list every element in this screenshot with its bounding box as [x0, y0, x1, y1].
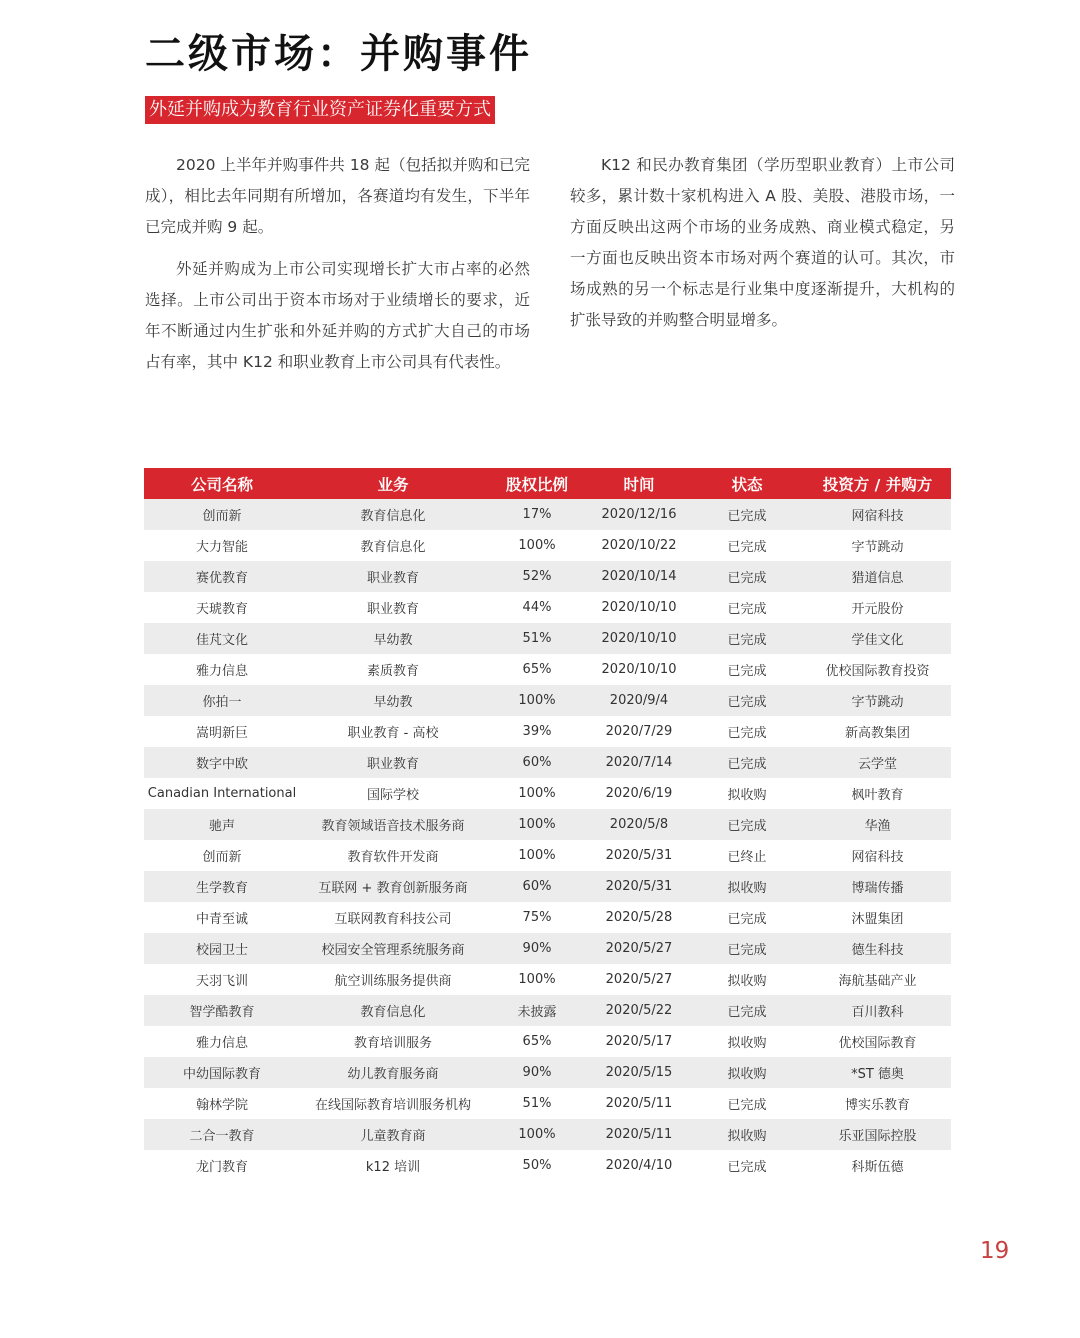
- table-row: [144, 871, 951, 902]
- table-row: [144, 995, 951, 1026]
- right-text-column: [570, 150, 955, 347]
- table-row: [144, 1057, 951, 1088]
- business-cell: 职业教育: [300, 592, 486, 623]
- equity-cell: 90%: [486, 1057, 588, 1088]
- business-cell: 素质教育: [300, 654, 486, 685]
- left-text-column: [145, 150, 530, 389]
- acquirer-cell: 枫叶教育: [804, 778, 951, 809]
- table-row: [144, 902, 951, 933]
- table-row: [144, 592, 951, 623]
- table-row: [144, 685, 951, 716]
- date-cell: 2020/5/31: [588, 840, 690, 871]
- equity-cell: 100%: [486, 685, 588, 716]
- company-cell: 嵩明新巨: [144, 716, 300, 747]
- acquirer-cell: 网宿科技: [804, 499, 951, 530]
- business-cell: k12 培训: [300, 1150, 486, 1181]
- status-cell: 已完成: [690, 716, 804, 747]
- date-cell: 2020/5/27: [588, 933, 690, 964]
- status-cell: 已完成: [690, 1088, 804, 1119]
- date-cell: 2020/7/29: [588, 716, 690, 747]
- company-cell: 你拍一: [144, 685, 300, 716]
- equity-cell: 50%: [486, 1150, 588, 1181]
- table-row: [144, 933, 951, 964]
- company-cell: 翰林学院: [144, 1088, 300, 1119]
- company-cell: 中幼国际教育: [144, 1057, 300, 1088]
- header-equity-ratio: 股权比例: [486, 468, 588, 499]
- table-row: [144, 964, 951, 995]
- status-cell: 已终止: [690, 840, 804, 871]
- status-cell: 拟收购: [690, 964, 804, 995]
- acquirer-cell: *ST 德奥: [804, 1057, 951, 1088]
- equity-cell: 75%: [486, 902, 588, 933]
- acquirer-cell: 云学堂: [804, 747, 951, 778]
- status-cell: 已完成: [690, 747, 804, 778]
- equity-cell: 51%: [486, 1088, 588, 1119]
- acquirer-cell: 博瑞传播: [804, 871, 951, 902]
- acquirer-cell: 字节跳动: [804, 530, 951, 561]
- date-cell: 2020/6/19: [588, 778, 690, 809]
- table-row: [144, 1026, 951, 1057]
- acquirer-cell: 沐盟集团: [804, 902, 951, 933]
- business-cell: 教育培训服务: [300, 1026, 486, 1057]
- equity-cell: 100%: [486, 840, 588, 871]
- date-cell: 2020/5/22: [588, 995, 690, 1026]
- equity-cell: 90%: [486, 933, 588, 964]
- business-cell: 早幼教: [300, 685, 486, 716]
- table-row: [144, 530, 951, 561]
- equity-cell: 100%: [486, 964, 588, 995]
- date-cell: 2020/5/11: [588, 1119, 690, 1150]
- equity-cell: 52%: [486, 561, 588, 592]
- table-row: [144, 809, 951, 840]
- header-business: 业务: [300, 468, 486, 499]
- acquirer-cell: 博实乐教育: [804, 1088, 951, 1119]
- table-row: [144, 499, 951, 530]
- acquirer-cell: 字节跳动: [804, 685, 951, 716]
- acquirer-cell: 乐亚国际控股: [804, 1119, 951, 1150]
- table-row: [144, 1119, 951, 1150]
- paragraph: K12 和民办教育集团（学历型职业教育）上市公司较多，累计数十家机构进入 A 股、美股、港股市场，一方面反映出这两个市场的业务成熟、商业模式稳定，另一方面也反映出资本市场对两个赛道的认可。其次，市场成熟的另一个标志是行业集中度逐渐提升，大机构的扩张导致的并购整合明显增多。: [570, 156, 955, 329]
- date-cell: 2020/12/16: [588, 499, 690, 530]
- table-row: [144, 623, 951, 654]
- status-cell: 已完成: [690, 1150, 804, 1181]
- status-cell: 已完成: [690, 933, 804, 964]
- header-status: 状态: [690, 468, 804, 499]
- table-row: [144, 747, 951, 778]
- page-number: 19: [980, 1238, 1010, 1264]
- equity-cell: 65%: [486, 654, 588, 685]
- equity-cell: 39%: [486, 716, 588, 747]
- status-cell: 已完成: [690, 809, 804, 840]
- acquirer-cell: 猎道信息: [804, 561, 951, 592]
- date-cell: 2020/5/8: [588, 809, 690, 840]
- business-cell: 互联网 + 教育创新服务商: [300, 871, 486, 902]
- status-cell: 已完成: [690, 499, 804, 530]
- header-acquirer: 投资方 / 并购方: [804, 468, 951, 499]
- header-company: 公司名称: [144, 468, 300, 499]
- section-subtitle: 外延并购成为教育行业资产证券化重要方式: [145, 96, 495, 124]
- table-row: [144, 1088, 951, 1119]
- acquirer-cell: 学佳文化: [804, 623, 951, 654]
- table-row: [144, 1150, 951, 1181]
- date-cell: 2020/10/10: [588, 654, 690, 685]
- company-cell: 校园卫士: [144, 933, 300, 964]
- status-cell: 拟收购: [690, 1057, 804, 1088]
- date-cell: 2020/9/4: [588, 685, 690, 716]
- equity-cell: 44%: [486, 592, 588, 623]
- acquirer-cell: 优校国际教育: [804, 1026, 951, 1057]
- page-title: 二级市场：并购事件: [145, 31, 532, 77]
- acquirer-cell: 德生科技: [804, 933, 951, 964]
- date-cell: 2020/10/10: [588, 592, 690, 623]
- equity-cell: 65%: [486, 1026, 588, 1057]
- business-cell: 教育领域语音技术服务商: [300, 809, 486, 840]
- date-cell: 2020/4/10: [588, 1150, 690, 1181]
- company-cell: 龙门教育: [144, 1150, 300, 1181]
- date-cell: 2020/5/31: [588, 871, 690, 902]
- table-body: [144, 499, 951, 1181]
- status-cell: 拟收购: [690, 871, 804, 902]
- business-cell: 幼儿教育服务商: [300, 1057, 486, 1088]
- company-cell: 中青至诚: [144, 902, 300, 933]
- business-cell: 在线国际教育培训服务机构: [300, 1088, 486, 1119]
- company-cell: 数字中欧: [144, 747, 300, 778]
- status-cell: 已完成: [690, 561, 804, 592]
- status-cell: 拟收购: [690, 778, 804, 809]
- business-cell: 教育信息化: [300, 530, 486, 561]
- date-cell: 2020/5/27: [588, 964, 690, 995]
- acquirer-cell: 网宿科技: [804, 840, 951, 871]
- mna-deals-table: [144, 468, 951, 1181]
- date-cell: 2020/10/14: [588, 561, 690, 592]
- date-cell: 2020/5/28: [588, 902, 690, 933]
- business-cell: 教育信息化: [300, 499, 486, 530]
- business-cell: 国际学校: [300, 778, 486, 809]
- acquirer-cell: 优校国际教育投资: [804, 654, 951, 685]
- company-cell: 雅力信息: [144, 654, 300, 685]
- date-cell: 2020/5/17: [588, 1026, 690, 1057]
- status-cell: 已完成: [690, 530, 804, 561]
- acquirer-cell: 海航基础产业: [804, 964, 951, 995]
- status-cell: 已完成: [690, 654, 804, 685]
- business-cell: 教育信息化: [300, 995, 486, 1026]
- table-row: [144, 840, 951, 871]
- date-cell: 2020/10/22: [588, 530, 690, 561]
- acquirer-cell: 百川教科: [804, 995, 951, 1026]
- company-cell: 赛优教育: [144, 561, 300, 592]
- acquirer-cell: 科斯伍德: [804, 1150, 951, 1181]
- company-cell: 天琥教育: [144, 592, 300, 623]
- acquirer-cell: 新高教集团: [804, 716, 951, 747]
- equity-cell: 100%: [486, 778, 588, 809]
- status-cell: 已完成: [690, 902, 804, 933]
- company-cell: 佳芃文化: [144, 623, 300, 654]
- acquirer-cell: 开元股份: [804, 592, 951, 623]
- equity-cell: 60%: [486, 871, 588, 902]
- paragraph: 外延并购成为上市公司实现增长扩大市占率的必然选择。上市公司出于资本市场对于业绩增长的要求，近年不断通过内生扩张和外延并购的方式扩大自己的市场占有率，其中 K12 和职业教育上市公司具有代表性。: [145, 260, 530, 371]
- status-cell: 已完成: [690, 995, 804, 1026]
- company-cell: 智学酷教育: [144, 995, 300, 1026]
- equity-cell: 100%: [486, 809, 588, 840]
- company-cell: 二合一教育: [144, 1119, 300, 1150]
- table-row: [144, 778, 951, 809]
- equity-cell: 100%: [486, 530, 588, 561]
- acquirer-cell: 华渔: [804, 809, 951, 840]
- table-row: [144, 561, 951, 592]
- equity-cell: 60%: [486, 747, 588, 778]
- business-cell: 教育软件开发商: [300, 840, 486, 871]
- company-cell: 生学教育: [144, 871, 300, 902]
- date-cell: 2020/5/11: [588, 1088, 690, 1119]
- company-cell: Canadian International: [144, 778, 300, 809]
- equity-cell: 100%: [486, 1119, 588, 1150]
- business-cell: 职业教育: [300, 747, 486, 778]
- company-cell: 雅力信息: [144, 1026, 300, 1057]
- business-cell: 校园安全管理系统服务商: [300, 933, 486, 964]
- table-header-row: [144, 468, 951, 499]
- business-cell: 互联网教育科技公司: [300, 902, 486, 933]
- date-cell: 2020/7/14: [588, 747, 690, 778]
- company-cell: 创而新: [144, 499, 300, 530]
- status-cell: 拟收购: [690, 1026, 804, 1057]
- status-cell: 已完成: [690, 592, 804, 623]
- business-cell: 早幼教: [300, 623, 486, 654]
- status-cell: 已完成: [690, 623, 804, 654]
- business-cell: 职业教育 - 高校: [300, 716, 486, 747]
- status-cell: 拟收购: [690, 1119, 804, 1150]
- business-cell: 航空训练服务提供商: [300, 964, 486, 995]
- table-row: [144, 716, 951, 747]
- table-row: [144, 654, 951, 685]
- company-cell: 天羽飞训: [144, 964, 300, 995]
- company-cell: 驰声: [144, 809, 300, 840]
- business-cell: 儿童教育商: [300, 1119, 486, 1150]
- business-cell: 职业教育: [300, 561, 486, 592]
- header-date: 时间: [588, 468, 690, 499]
- equity-cell: 17%: [486, 499, 588, 530]
- date-cell: 2020/5/15: [588, 1057, 690, 1088]
- equity-cell: 51%: [486, 623, 588, 654]
- company-cell: 创而新: [144, 840, 300, 871]
- equity-cell: 未披露: [486, 995, 588, 1026]
- company-cell: 大力智能: [144, 530, 300, 561]
- date-cell: 2020/10/10: [588, 623, 690, 654]
- paragraph: 2020 上半年并购事件共 18 起（包括拟并购和已完成），相比去年同期有所增加，各赛道均有发生，下半年已完成并购 9 起。: [145, 156, 530, 236]
- status-cell: 已完成: [690, 685, 804, 716]
